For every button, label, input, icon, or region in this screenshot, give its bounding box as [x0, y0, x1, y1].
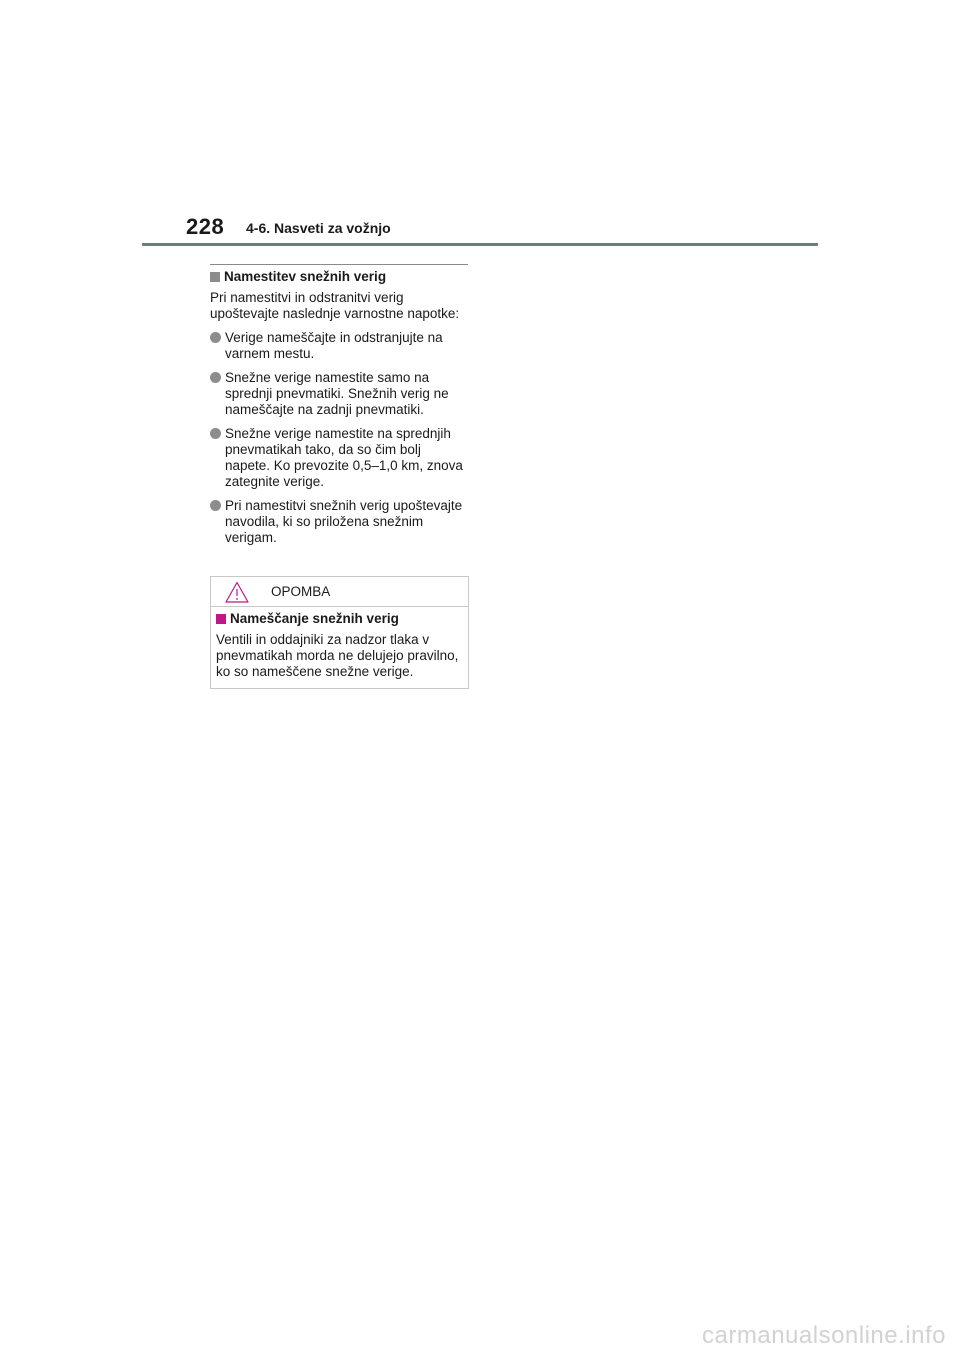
list-item — [210, 426, 468, 490]
notice-box — [210, 576, 469, 689]
notice-subheading-text: Nameščanje snežnih verig — [230, 611, 399, 626]
main-content — [210, 264, 468, 554]
watermark: carmanualsonline.info — [702, 1322, 946, 1349]
notice-subheading — [216, 611, 463, 626]
list-item — [210, 370, 468, 418]
list-item-text: Snežne verige namestite samo na sprednji pnevmatiki. Snežnih verig ne nameščajte na zadnji pnevmatiki. — [225, 370, 449, 417]
list-item-text: Verige nameščajte in odstranjujte na varnem mestu. — [225, 330, 443, 361]
list-item-text: Pri namestitvi snežnih verig upoštevajte navodila, ki so priložena snežnim verigam. — [225, 498, 463, 545]
warning-triangle-icon — [225, 581, 249, 603]
list-item — [210, 330, 468, 362]
section-title: 4-6. Nasveti za vožnjo — [246, 220, 391, 236]
header-divider — [142, 243, 818, 246]
notice-text: Ventili in oddajniki za nadzor tlaka v pnevmatikah morda ne delujejo pravilno, ko so nameščene snežne verige. — [216, 632, 459, 679]
subheading — [210, 269, 468, 284]
circle-bullet-icon — [210, 500, 221, 511]
page-number: 228 — [186, 214, 225, 239]
notice-title: OPOMBA — [271, 584, 331, 599]
list-item — [210, 498, 468, 546]
square-bullet-icon — [210, 272, 220, 282]
notice-header — [211, 577, 468, 607]
magenta-square-icon — [216, 614, 226, 624]
circle-bullet-icon — [210, 428, 221, 439]
intro-text: Pri namestitvi in odstranitvi verig upoštevajte naslednje varnostne napotke: — [210, 290, 460, 321]
subheading-divider — [210, 264, 468, 265]
list-item-text: Snežne verige namestite na sprednjih pnevmatikah tako, da so čim bolj napete. Ko prevozite 0,5–1,0 km, znova zategnite verige. — [225, 426, 463, 489]
circle-bullet-icon — [210, 372, 221, 383]
subheading-text: Namestitev snežnih verig — [224, 269, 387, 284]
circle-bullet-icon — [210, 332, 221, 343]
notice-body — [211, 607, 468, 688]
